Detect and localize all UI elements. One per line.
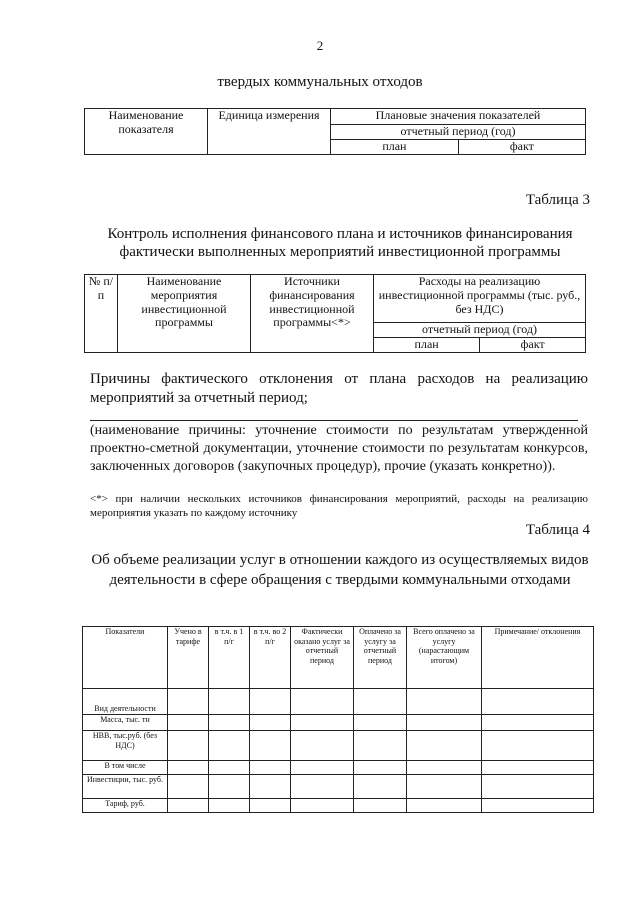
footnote: <*> при наличии нескольких источников финансирования мероприятий, расходы на реализацию мероприятия указать по каждому источнику bbox=[90, 493, 588, 519]
row-label: Масса, тыс. тн bbox=[83, 715, 168, 731]
table-row bbox=[83, 715, 594, 731]
header-first-half: в т.ч. в 1 п/г bbox=[209, 627, 250, 689]
reasons-note: (наименование причины: уточнение стоимости по результатам утвержденной проектно-сметной документации, уточнение стоимости по результатам конкурсов, заключенных договоров (закупочных процедур), прочие (указать конкретно)). bbox=[90, 423, 588, 474]
section1-heading: твердых коммунальных отходов bbox=[217, 74, 423, 90]
header-number: № п/п bbox=[85, 275, 118, 353]
header-reporting-period: отчетный период (год) bbox=[331, 125, 586, 140]
table-row bbox=[83, 775, 594, 799]
indicators-table bbox=[84, 108, 586, 155]
header-fact: факт bbox=[480, 337, 586, 352]
header-notes: Примечание/ отклонения bbox=[482, 627, 594, 689]
table-row bbox=[83, 799, 594, 813]
header-fact: факт bbox=[458, 139, 585, 154]
header-paid-total: Всего оплачено за услугу (нарастающим итогом) bbox=[407, 627, 482, 689]
row-label: НВВ, тыс.руб. (без НДС) bbox=[83, 731, 168, 761]
header-unit: Единица измерения bbox=[208, 109, 331, 155]
header-planned-values: Плановые значения показателей bbox=[331, 109, 586, 125]
row-label: В том числе bbox=[83, 761, 168, 775]
reasons-underline bbox=[90, 420, 578, 421]
table3-title-line2: фактически выполненных мероприятий инвестиционной программы bbox=[119, 244, 561, 260]
header-indicator-name: Наименование показателя bbox=[85, 109, 208, 155]
header-plan: план bbox=[331, 139, 459, 154]
table4-title-line2: деятельности в сфере обращения с твердыми коммунальными отходами bbox=[109, 572, 571, 588]
table-row bbox=[83, 731, 594, 761]
row-label: Вид деятельности bbox=[83, 689, 168, 715]
header-plan: план bbox=[374, 337, 480, 352]
table-row bbox=[83, 761, 594, 775]
header-in-tariff: Учено в тарифе bbox=[168, 627, 209, 689]
table3-label: Таблица 3 bbox=[525, 192, 590, 208]
header-reporting-period: отчетный период (год) bbox=[374, 323, 586, 338]
header-measure-name: Наименование мероприятия инвестиционной программы bbox=[118, 275, 251, 353]
table-row bbox=[83, 689, 594, 715]
table3-title-line1: Контроль исполнения финансового плана и источников финансирования bbox=[107, 226, 573, 242]
row-label: Тариф, руб. bbox=[83, 799, 168, 813]
header-indicators: Показатели bbox=[83, 627, 168, 689]
investment-control-table bbox=[84, 274, 586, 353]
table4-label: Таблица 4 bbox=[525, 522, 590, 538]
services-volume-table bbox=[82, 626, 594, 813]
header-actual-services: Фактически оказано услуг за отчетный период bbox=[291, 627, 354, 689]
row-label: Инвестиции, тыс. руб. bbox=[83, 775, 168, 799]
header-expenses: Расходы на реализацию инвестиционной программы (тыс. руб., без НДС) bbox=[374, 275, 586, 323]
reasons-text: Причины фактического отклонения от плана расходов на реализацию мероприятий за отчетный период; bbox=[90, 371, 588, 406]
header-paid-period: Оплачено за услугу за отчетный период bbox=[354, 627, 407, 689]
header-sources: Источники финансирования инвестиционной программы<*> bbox=[251, 275, 374, 353]
table4-title-line1: Об объеме реализации услуг в отношении каждого из осуществляемых видов bbox=[91, 552, 589, 568]
page-number: 2 bbox=[316, 38, 324, 53]
header-second-half: в т.ч. во 2 п/г bbox=[250, 627, 291, 689]
